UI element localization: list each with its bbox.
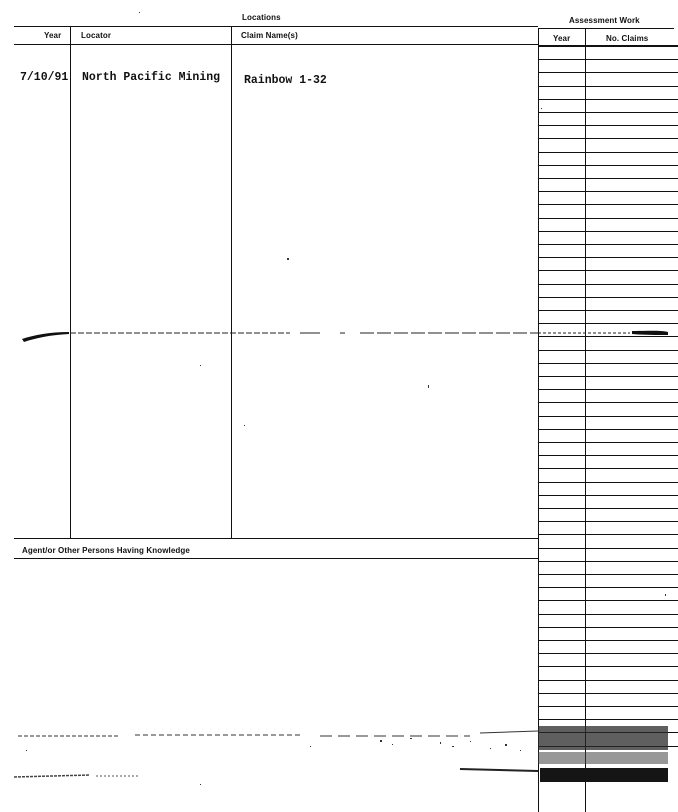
no-claims-column-header: No. Claims bbox=[606, 34, 649, 43]
locator-column-header: Locator bbox=[81, 31, 112, 40]
entry-claim-names: Rainbow 1-32 bbox=[244, 74, 327, 87]
entry-locator: North Pacific Mining bbox=[82, 71, 221, 84]
assessment-year-column-header: Year bbox=[553, 34, 571, 43]
entry-year: 7/10/91 bbox=[20, 71, 69, 84]
year-column-header: Year bbox=[44, 31, 62, 40]
claim-names-column-header: Claim Name(s) bbox=[241, 31, 298, 40]
agent-section-label: Agent/or Other Persons Having Knowledge bbox=[22, 546, 190, 555]
assessment-work-heading: Assessment Work bbox=[569, 16, 640, 25]
locations-heading: Locations bbox=[242, 13, 281, 22]
